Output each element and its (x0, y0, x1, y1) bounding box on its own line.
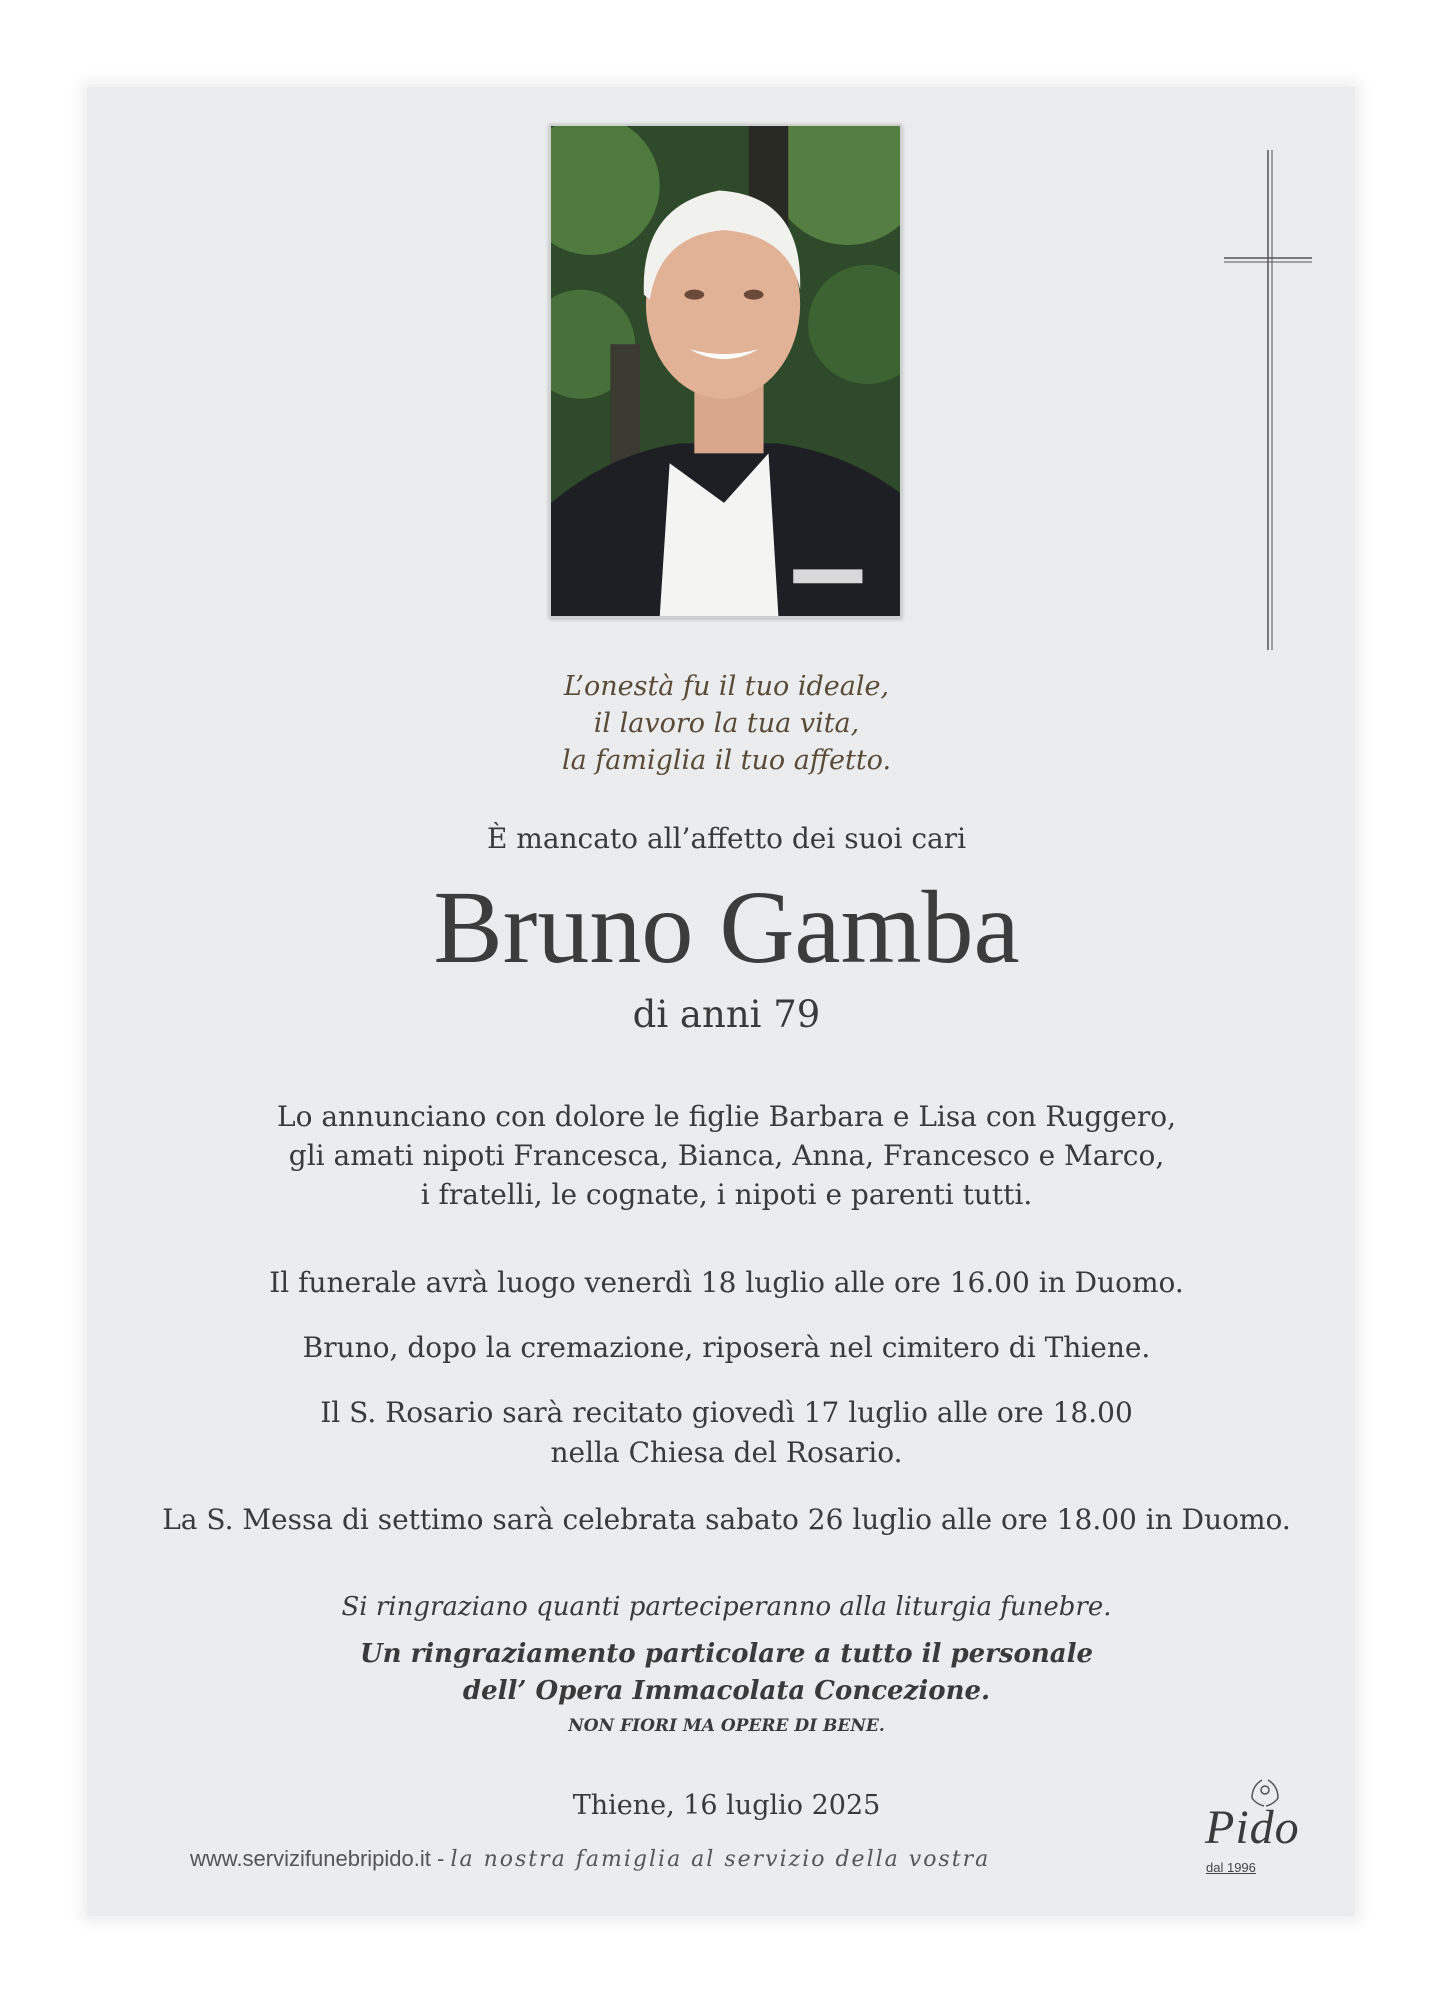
special-thanks (0, 1636, 1453, 1710)
family-line: Lo annunciano con dolore le figlie Barbara e Lisa con Ruggero, (276, 1100, 1176, 1133)
rosary-line: Il S. Rosario sarà recitato giovedì 17 luglio alle ore 18.00 (320, 1396, 1133, 1429)
rosary-info (0, 1393, 1453, 1473)
cremation-info: Bruno, dopo la cremazione, riposerà nel cimitero di Thiene. (302, 1331, 1151, 1364)
announcement-intro: È mancato all’affetto dei suoi cari (486, 822, 967, 855)
thanks-text: Si ringraziano quanti parteciperanno alla liturgia funebre. (341, 1592, 1112, 1622)
portrait-photo (549, 124, 902, 618)
website-link[interactable]: www.servizifunebripido.it (190, 1846, 431, 1871)
brand-since: dal 1996 (1206, 1860, 1256, 1875)
brand-logo: Pido (1205, 1801, 1300, 1854)
quote-line: L’onestà fu il tuo ideale, (563, 671, 890, 702)
mass-info: La S. Messa di settimo sarà celebrata sabato 26 luglio alle ore 18.00 in Duomo. (162, 1503, 1291, 1536)
no-flowers-note: NON FIORI MA OPERE DI BENE. (568, 1716, 885, 1736)
family-announcement (0, 1097, 1453, 1214)
family-line: i fratelli, le cognate, i nipoti e parenti tutti. (420, 1178, 1033, 1211)
quote-line: il lavoro la tua vita, (593, 708, 860, 739)
quote-line: la famiglia il tuo affetto. (561, 745, 892, 776)
deceased-name: Bruno Gamba (433, 870, 1020, 985)
family-line: gli amati nipoti Francesca, Bianca, Anna, Francesco e Marco, (288, 1139, 1165, 1172)
rosary-line: nella Chiesa del Rosario. (550, 1436, 903, 1469)
footer-tagline: la nostra famiglia al servizio della vostra (450, 1847, 991, 1872)
deceased-age: di anni 79 (632, 993, 821, 1036)
cross-icon (1224, 150, 1312, 650)
footer (190, 1846, 990, 1872)
funeral-info: Il funerale avrà luogo venerdì 18 luglio alle ore 16.00 in Duomo. (269, 1266, 1184, 1299)
epigraph-quote (0, 668, 1453, 779)
special-thanks-line: Un ringraziamento particolare a tutto il personale (359, 1639, 1094, 1669)
special-thanks-line: dell’ Opera Immacolata Concezione. (462, 1676, 991, 1706)
footer-separator: - (430, 1846, 451, 1871)
place-date: Thiene, 16 luglio 2025 (572, 1790, 881, 1821)
